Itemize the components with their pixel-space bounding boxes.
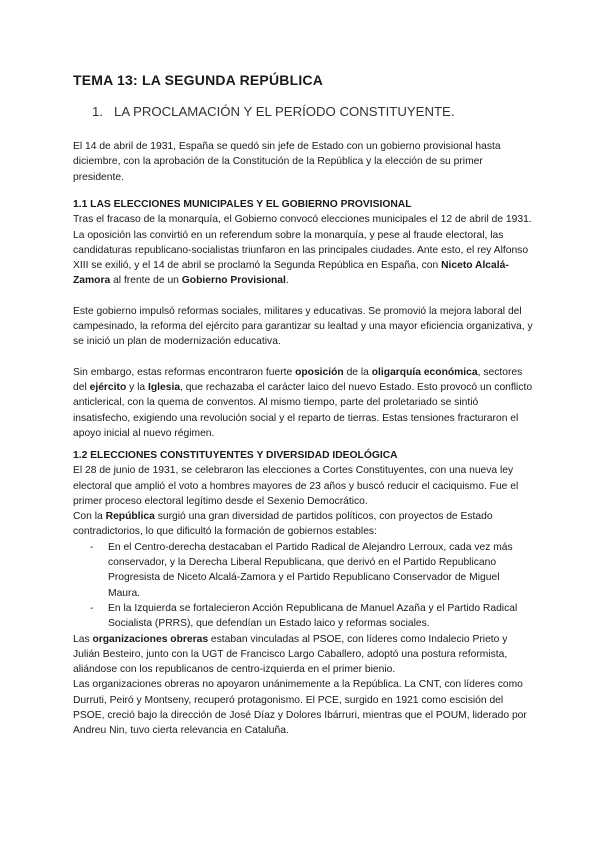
intro-paragraph: El 14 de abril de 1931, España se quedó sin jefe de Estado con un gobierno provisional hasta diciembre, con la aprobación de la Constitución de la República y la elección de su primer presidente.: [73, 141, 501, 183]
paragraph-text: Tras el fracaso de la monarquía, el Gobierno convocó elecciones municipales el 12 de abril de 1931. La oposición las convirtió en un referendum sobre la monarquía, y pese al fraude electoral, las candidaturas republicano-socialistas triunfaron en las principales ciudades. Ante esto, el rey Alfonso XIII se exilió, y el 14 de abril se proclamó la Segunda República en España, con: [73, 214, 532, 272]
list-item: [73, 540, 533, 601]
subsection-1-2-paragraph-3: [73, 632, 533, 678]
party-list: [73, 540, 533, 632]
subsection-1-2-paragraph-2: [73, 509, 533, 540]
subsection-1-2-paragraph-1: El 28 de junio de 1931, se celebraron las elecciones a Cortes Constituyentes, con una nueva ley electoral que amplió el voto a hombres mayores de 23 años y buscó reducir el caciquismo. Fue el primer proceso electoral legítimo desde el Sexenio Democrático.: [73, 465, 519, 507]
bullet-marker: -: [90, 602, 94, 614]
paragraph-text: al frente de un: [110, 275, 182, 287]
section-heading-text: LA PROCLAMACIÓN Y EL PERÍODO CONSTITUYENTE.: [114, 104, 455, 119]
paragraph-text: y la: [126, 381, 148, 393]
bold-text: República: [105, 511, 155, 523]
bold-text: organizaciones obreras: [92, 633, 209, 645]
paragraph-text: , sectores del: [73, 366, 523, 393]
paragraph-text: Las: [73, 633, 93, 645]
bullet-marker: -: [90, 541, 94, 553]
subsection-1-2-paragraph-4: Las organizaciones obreras no apoyaron unánimemente a la República. La CNT, con líderes como Durruti, Peiró y Montseny, recuperó protagonismo. El PCE, surgido en 1921 como escisión del PSOE, creció bajo la dirección de José Díaz y Dolores Ibárruri, mientras que el POUM, liderado por Andreu Nin, tuvo cierta relevancia en Cataluña.: [73, 679, 527, 737]
subsection-1-2-heading: 1.2 ELECCIONES CONSTITUYENTES Y DIVERSIDAD IDEOLÓGICA: [73, 450, 398, 461]
bold-text: oligarquía económica: [371, 366, 478, 378]
list-item-text: En la Izquierda se fortalecieron Acción Republicana de Manuel Azaña y el Partido Radical Socialista (PRRS), que defendían un Estado laico y reformas sociales.: [108, 602, 518, 630]
paragraph-text: de la: [343, 366, 372, 378]
section-heading: [92, 104, 552, 119]
bold-text: Niceto Alcalá-Zamora: [73, 260, 509, 287]
list-item-text: En el Centro-derecha destacaban el Partido Radical de Alejandro Lerroux, cada vez más conservador, y la Derecha Liberal Republicana, que derivó en el Partido Republicano Progresista de Niceto Alcalá-Zamora y el Partido Republicano Conservador de Miguel Maura.: [108, 541, 513, 599]
page-title: TEMA 13: LA SEGUNDA REPÚBLICA: [73, 72, 324, 88]
paragraph-text: .: [285, 275, 289, 287]
subsection-1-2: [73, 448, 533, 739]
bold-text: Iglesia: [148, 381, 181, 393]
section-number: 1.: [92, 104, 103, 119]
subsection-1-1-paragraph-2: Este gobierno impulsó reformas sociales, militares y educativas. Se promovió la mejora laboral del campesinado, la reforma del ejército para garantizar su lealtad y una mayor eficiencia organizativa, y se inició un plan de modernización educativa.: [73, 305, 533, 348]
subsection-1-1-paragraph-3: [73, 365, 533, 441]
paragraph-text: Sin embargo, estas reformas encontraron fuerte: [73, 366, 296, 378]
subsection-1-1: [73, 197, 533, 441]
subsection-1-1-heading: 1.1 LAS ELECCIONES MUNICIPALES Y EL GOBIERNO PROVISIONAL: [73, 199, 412, 210]
list-item: [73, 601, 533, 632]
paragraph-text: estaban vinculadas al PSOE, con líderes como Indalecio Prieto y Julián Besteiro, junto con la UGT de Francisco Largo Caballero, adoptó una postura reformista, aliándose con los republicanos de centro-izquierda en el primer bienio.: [73, 633, 508, 676]
subsection-1-1-paragraph-1: [73, 212, 533, 288]
paragraph-text: surgió una gran diversidad de partidos políticos, con proyectos de Estado contradictorios, lo que dificultó la formación de gobiernos estables:: [73, 511, 493, 538]
bold-text: Gobierno Provisional: [181, 275, 286, 287]
bold-text: ejército: [89, 381, 127, 393]
bold-text: oposición: [295, 366, 344, 378]
paragraph-text: , que rechazaba el carácter laico del nuevo Estado. Esto provocó un conflicto anticlerical, con la quema de conventos. Al mismo tiempo, parte del proletariado se sintió insatisfecho, exigiendo una revolución social y el reparto de tierras. Estas tensiones fracturaron el apoyo inicial al nuevo régimen.: [73, 381, 533, 439]
paragraph-text: Con la: [73, 511, 106, 523]
